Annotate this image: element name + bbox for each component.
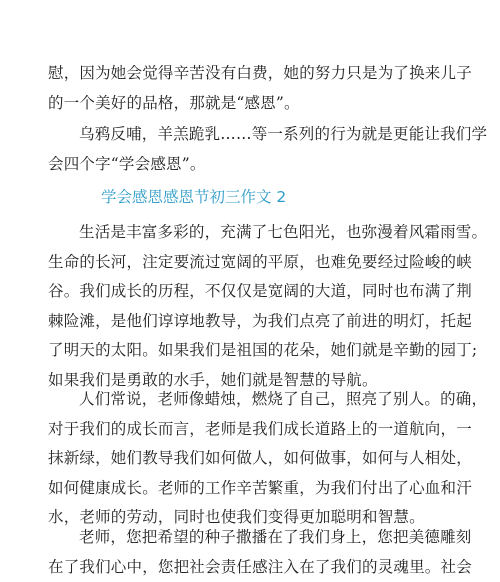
text-line: 如果我们是勇敢的水手，她们就是智慧的导航。 <box>48 366 454 396</box>
text-line: 了明天的太阳。如果我们是祖国的花朵，她们就是辛勤的园丁; <box>48 336 454 366</box>
text-line: 抹新绿，她们教导我们如何做人，如何做事，如何与人相处， <box>48 444 454 474</box>
text-line: 的一个美好的品格，那就是“感恩”。 <box>48 89 454 119</box>
text-line: 谷。我们成长的历程，不仅仅是宽阔的大道，同时也布满了荆 <box>48 277 454 307</box>
text-line: 乌鸦反哺，羊羔跪乳……等一系列的行为就是更能让我们学 <box>48 120 454 150</box>
text-line: 生活是丰富多彩的，充满了七色阳光，也弥漫着风霜雨雪。 <box>48 218 454 248</box>
text-line: 棘险滩，是他们谆谆地教导，为我们点亮了前进的明灯，托起 <box>48 307 454 337</box>
paragraph-5 <box>48 523 454 582</box>
text-line: 如何健康成长。老师的工作辛苦繁重，为我们付出了心血和汗 <box>48 474 454 504</box>
text-line: 在了我们心中，您把社会责任感注入在了我们的灵魂里。社会 <box>48 553 454 582</box>
paragraph-3 <box>48 218 454 395</box>
paragraph-2 <box>48 120 454 179</box>
text-line: 慰，因为她会觉得辛苦没有白费，她的努力只是为了换来儿子 <box>48 59 454 89</box>
text-line: 生命的长河，注定要流过宽阔的平原，也难免要经过险峻的峡 <box>48 248 454 278</box>
paragraph-4 <box>48 385 454 533</box>
text-line: 对于我们的成长而言，老师是我们成长道路上的一道航向，一 <box>48 415 454 445</box>
text-line: 会四个字“学会感恩”。 <box>48 150 454 180</box>
text-line: 老师，您把希望的种子撒播在了我们身上，您把美德雕刻 <box>48 523 454 553</box>
text-line: 人们常说，老师像蜡烛，燃烧了自己，照亮了别人。的确， <box>48 385 454 415</box>
text-line: 水，老师的劳动，同时也使我们变得更加聪明和智慧。 <box>48 503 454 533</box>
paragraph-1 <box>48 59 454 118</box>
section-heading: 学会感恩感恩节初三作文 2 <box>101 183 286 212</box>
